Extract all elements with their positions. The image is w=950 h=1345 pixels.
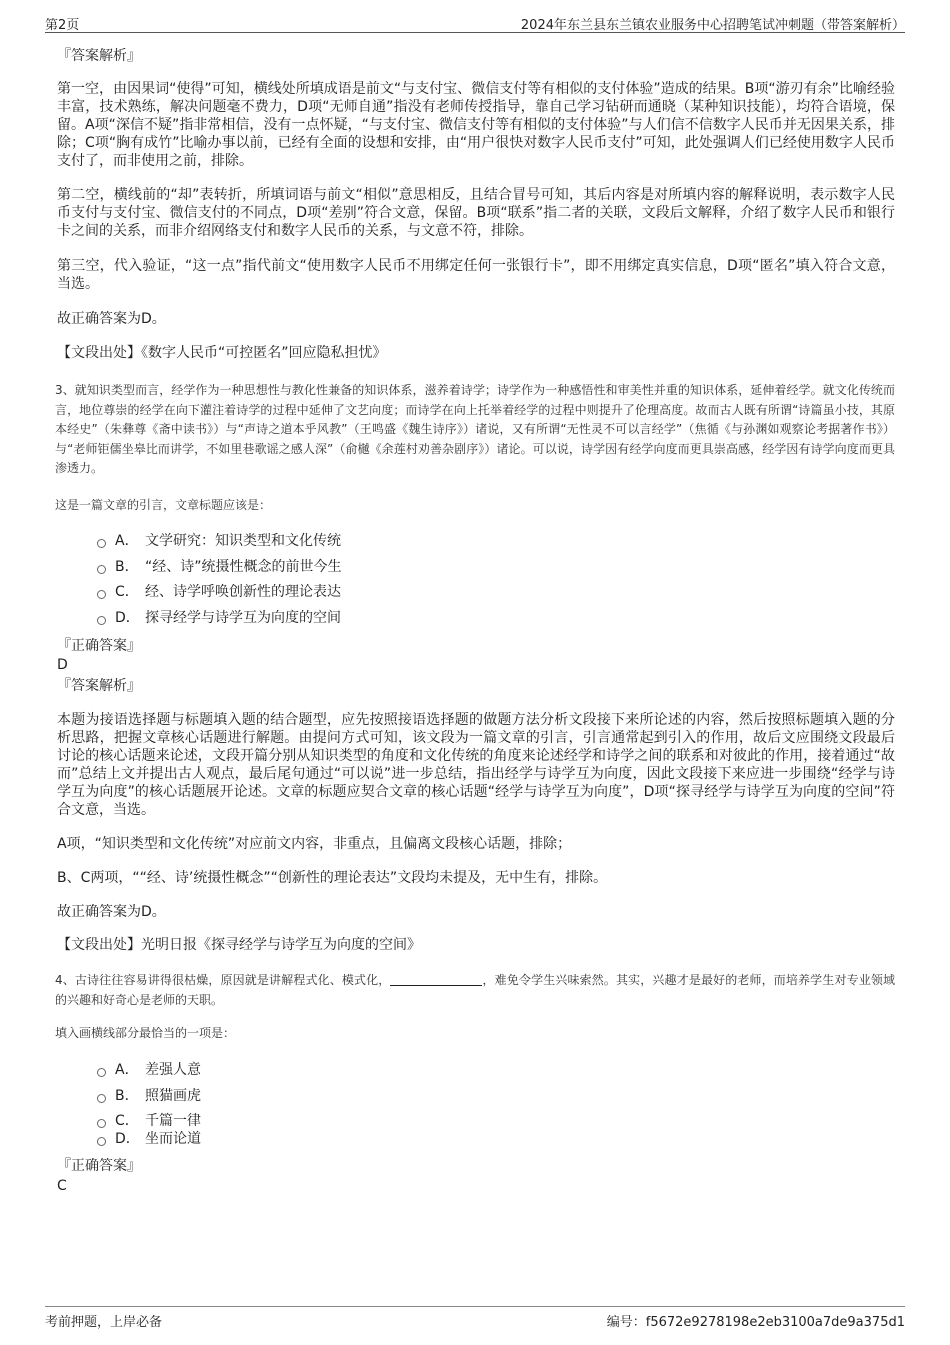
analysis-paragraph-2: 第二空，横线前的“却”表转折，所填词语与前文“相似”意思相反，且结合冒号可知，其后内容是对所填内容的解释说明，表示数字人民币支付与支付宝、微信支付的不同点，D项“差别”符合文意，保留。B项“联系”指二者的关联，文段后文解释，介绍了数字人民币和银行卡之间的关系，而非介绍网络支付和数字人民币的关系，与文意不符，排除。 bbox=[57, 187, 895, 239]
question-4-option-a[interactable]: A． 差强人意 bbox=[97, 1061, 201, 1079]
analysis-paragraph-3: B、C两项，““经、诗’统摄性概念”“创新性的理论表达”文段均未提及，无中生有，排除。 bbox=[57, 870, 608, 886]
question-3-option-a[interactable]: A． 文学研究：知识类型和文化传统 bbox=[97, 532, 341, 550]
analysis-label: 『答案解析』 bbox=[57, 678, 141, 694]
document-id: 编号：f5672e9278198e2eb3100a7de9a375d1 bbox=[606, 1315, 905, 1330]
correct-answer-value: D bbox=[57, 657, 68, 673]
radio-icon[interactable] bbox=[97, 1094, 106, 1103]
analysis-paragraph-1: 第一空，由因果词“使得”可知，横线处所填成语是前文“与支付宝、微信支付等有相似的支付体验”造成的结果。B项“游刃有余”比喻经验丰富，技术熟练，解决问题毫不费力，D项“无师自通”指没有老师传授指导，靠自己学习钻研而通晓（某种知识技能），均符合语境，保留。A项“深信不疑”指非常相信，没有一点怀疑，“与支付宝、微信支付等有相似的支付体验”与人们信不信数字人民币并无因果关系，排除；C项“胸有成竹”比喻办事以前，已经有全面的设想和安排，由“用户很快对数字人民币支付”可知，此处强调人们已经使用数字人民币支付了，而非使用之前，排除。 bbox=[57, 81, 895, 169]
question-4-option-b[interactable]: B． 照猫画虎 bbox=[97, 1087, 201, 1105]
fill-blank bbox=[390, 972, 482, 986]
radio-icon[interactable] bbox=[97, 590, 106, 599]
correct-answer-value: C bbox=[57, 1178, 67, 1194]
analysis-paragraph-2: A项，“知识类型和文化传统”对应前文内容，非重点，且偏离文段核心话题，排除； bbox=[57, 836, 572, 852]
question-4-option-c[interactable]: C． 千篇一律 bbox=[97, 1112, 201, 1130]
page-header bbox=[45, 12, 905, 33]
page-number: 第2页 bbox=[45, 18, 80, 33]
page-footer bbox=[45, 1306, 905, 1329]
radio-icon[interactable] bbox=[97, 1119, 106, 1128]
question-4-prompt: 填入画横线部分最恰当的一项是： bbox=[55, 1026, 236, 1040]
correct-answer-label: 『正确答案』 bbox=[57, 1158, 141, 1174]
analysis-label: 『答案解析』 bbox=[57, 48, 141, 64]
analysis-paragraph-1: 本题为接语选择题与标题填入题的结合题型，应先按照接语选择题的做题方法分析文段接下来所论述的内容，然后按照标题填入题的分析思路，把握文章核心话题进行解题。由提问方式可知，该文段为一篇文章的引言，引言通常起到引入的作用，故后文应围绕文段最后讨论的核心话题来论述，文段开篇分别从知识类型的角度和文化传统的角度来论述经学和诗学之间的联系和对彼此的作用，接着通过“故而”总结上文并提出古人观点，最后尾句通过“可以说”进一步总结，指出经学与诗学互为向度，因此文段接下来应进一步围绕“经学与诗学互为向度”的核心话题展开论述。文章的标题应契合文章的核心话题“经学与诗学互为向度”，D项“探寻经学与诗学互为向度的空间”符合文意，当选。 bbox=[57, 712, 895, 818]
question-3-option-d[interactable]: D． 探寻经学与诗学互为向度的空间 bbox=[97, 609, 341, 627]
source-note: 【文段出处】《数字人民币“可控匿名”回应隐私担忧》 bbox=[57, 345, 387, 361]
document-title: 2024年东兰县东兰镇农业服务中心招聘笔试冲刺题（带答案解析） bbox=[520, 18, 905, 33]
question-3-option-b[interactable]: B． “经、诗”统摄性概念的前世今生 bbox=[97, 558, 342, 576]
radio-icon[interactable] bbox=[97, 1068, 106, 1077]
correct-answer-label: 『正确答案』 bbox=[57, 638, 141, 654]
source-note: 【文段出处】光明日报《探寻经学与诗学互为向度的空间》 bbox=[57, 937, 421, 953]
question-3-prompt: 这是一篇文章的引言，文章标题应该是： bbox=[55, 498, 272, 512]
radio-icon[interactable] bbox=[97, 539, 106, 548]
radio-icon[interactable] bbox=[97, 565, 106, 574]
analysis-conclusion: 故正确答案为D。 bbox=[57, 311, 166, 327]
footer-slogan: 考前押题，上岸必备 bbox=[45, 1315, 163, 1330]
question-4-stem: 4、古诗往往容易讲得很枯燥，原因就是讲解程式化、模式化， ，难免令学生兴味索然。其实，兴趣才是最好的老师，而培养学生对专业领域的兴趣和好奇心是老师的天职。 bbox=[55, 973, 895, 1007]
question-4-option-d[interactable]: D． 坐而论道 bbox=[97, 1130, 201, 1148]
question-3-option-c[interactable]: C． 经、诗学呼唤创新性的理论表达 bbox=[97, 583, 341, 601]
question-3-stem: 3、就知识类型而言，经学作为一种思想性与教化性兼备的知识体系，滋养着诗学；诗学作为一种感悟性和审美性并重的知识体系，延伸着经学。就文化传统而言，地位尊崇的经学在向下灌注着诗学的过程中延伸了文艺向度；而诗学在向上托举着经学的过程中则提升了伦理高度。故而古人既有所谓“诗篇虽小技，其原本经史”（朱彝尊《斋中读书》）与“声诗之道本乎风教”（王鸣盛《魏生诗序》）诸说，又有所谓“无性灵不可以言经学”（焦循《与孙渊如观察论考据著作书》）与“老师钜儒坐皋比而讲学，不如里巷歌谣之感人深”（俞樾《余莲村劝善杂剧序》）诸论。可以说，诗学因有经学向度而更具崇高感，经学因有诗学向度而更具渗透力。 bbox=[55, 383, 895, 475]
radio-icon[interactable] bbox=[97, 616, 106, 625]
analysis-paragraph-3: 第三空，代入验证，“这一点”指代前文“使用数字人民币不用绑定任何一张银行卡”，即不用绑定真实信息，D项“匿名”填入符合文意，当选。 bbox=[57, 258, 895, 292]
analysis-conclusion: 故正确答案为D。 bbox=[57, 904, 166, 920]
radio-icon[interactable] bbox=[97, 1137, 106, 1146]
